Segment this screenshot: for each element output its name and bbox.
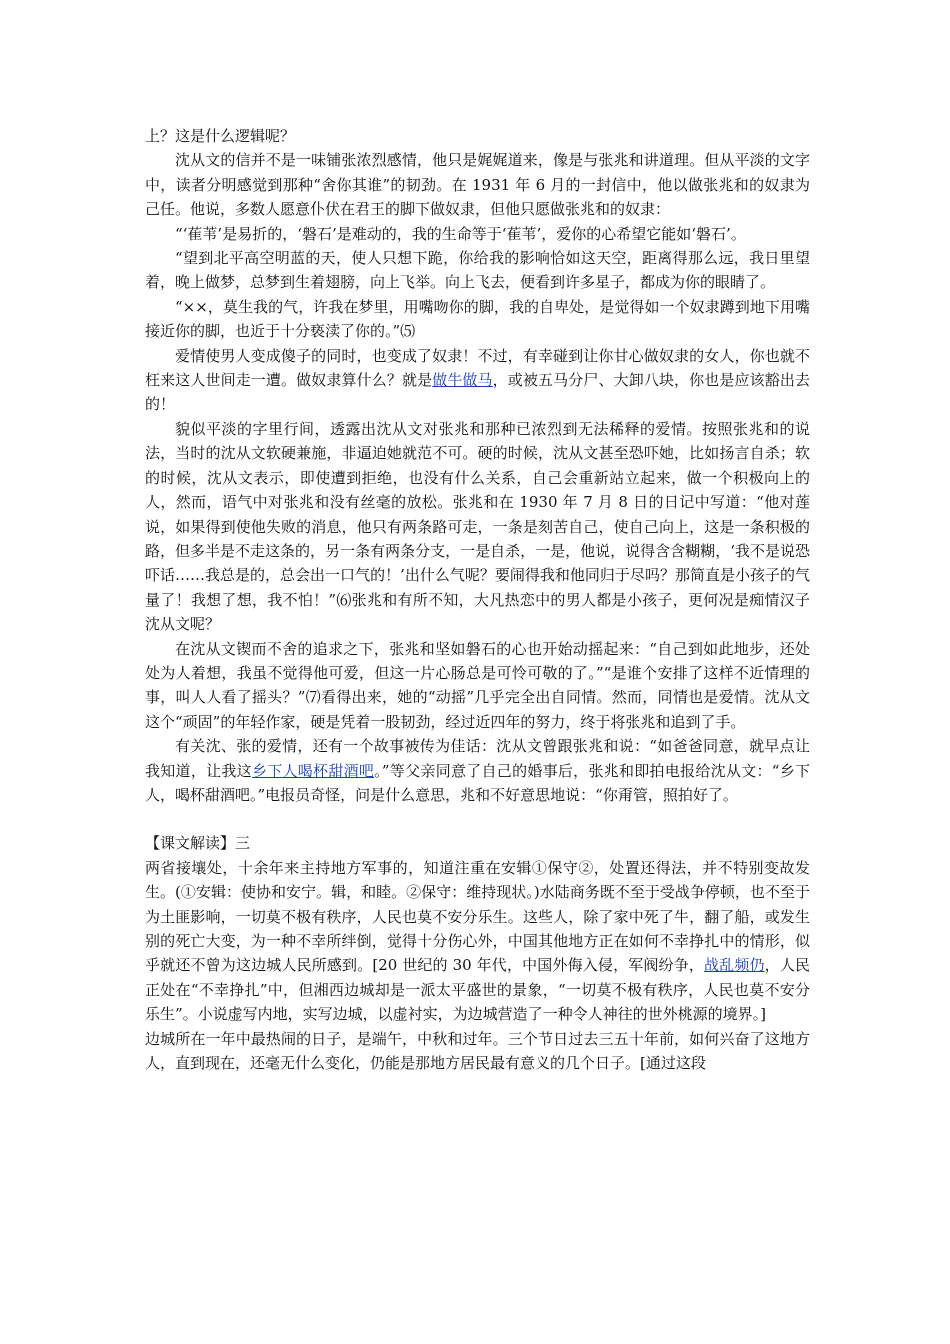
paragraph-text: 貌似平淡的字里行间，透露出沈从文对张兆和那种已浓烈到无法稀释的爱情。按照张兆和的说法，当时的沈从文软硬兼施，非逼迫她就范不可。硬的时候，沈从文甚至恐吓她，比如扬言自杀；软的时候，沈从文表示，即使遭到拒绝，也没有什么关系，自己会重新站立起来，做一个积极向上的人，然而，语气中对张兆和没有丝毫的放松。张兆和在 1930 年 7 月 8 日的日记中写道：“他对莲说，如果得到使他失败的消息，他只有两条路可走，一条是刻苦自己，使自己向上，这是一条积极的路，但多半是不走这条的，另一条有两条分支，一是自杀，一是，他说，说得含含糊糊，‘我不是说恐吓话……我总是的，总会出一口气的！’出什么气呢？要闹得我和他同归于尽吗？那简直是小孩子的气量了！我想了想，我不怕！”⑹张兆和有所不知，大凡热恋中的男人都是小孩子，更何况是痴情汉子沈从文呢？ — [145, 419, 810, 634]
section-gap — [145, 807, 810, 831]
paragraph — [145, 637, 810, 735]
section-body — [145, 856, 810, 1076]
paragraph-text: 两省接壤处，十余年来主持地方军事的，知道注重在安辑①保守②，处置还得法，并不特别变故发生。(①安辑：使协和安宁。辑，和睦。②保守：维持现状。)水陆商务既不至于受战争停顿，也不至于为土匪影响，一切莫不极有秩序，人民也莫不安分乐生。这些人，除了家中死了牛，翻了船，或发生别的死亡大变，为一种不幸所绊倒，觉得十分伤心外，中国其他地方正在如何不幸挣扎中的情形，似乎就还不曾为这边城人民所感到。[20 世纪的 30 年代，中国外侮入侵，军阀纷争， — [145, 858, 810, 975]
paragraph-text: 有关沈、张的爱情，还有一个故事被传为佳话：沈从文曾跟张兆和说：“如爸爸同意，就早点让我知道，让我这 — [145, 737, 810, 780]
paragraph-text: “××，莫生我的气，许我在梦里，用嘴吻你的脚，我的自卑处，是觉得如一个奴隶蹲到地下用嘴接近你的脚，也近于十分亵渎了你的。”⑸ — [145, 297, 810, 341]
paragraph — [145, 1027, 810, 1076]
document-page — [145, 124, 810, 1075]
link-xiang-xia-ren[interactable]: 乡下人喝杯甜酒吧 — [251, 761, 375, 780]
paragraph — [145, 344, 810, 417]
article-body — [145, 124, 810, 807]
link-zuo-niu-zuo-ma[interactable]: 做牛做马 — [432, 371, 493, 390]
paragraph-text: “望到北平高空明蓝的天，使人只想下跪，你给我的影响恰如这天空，距离得那么远，我日里望着，晚上做梦，总梦到生着翅膀，向上飞举。向上飞去，便看到许多星子，都成为你的眼睛了。 — [145, 249, 810, 292]
paragraph — [145, 417, 810, 637]
paragraph — [145, 148, 810, 221]
paragraph-text: 沈从文的信并不是一味铺张浓烈感情，他只是娓娓道来，像是与张兆和讲道理。但从平淡的文字中，读者分明感觉到那种“舍你其谁”的韧劲。在 1931 年 6 月的一封信中，他以做张兆和的奴隶为己任。他说，多数人愿意仆伏在君王的脚下做奴隶，但他只愿做张兆和的奴隶： — [145, 151, 810, 219]
paragraph-text: 上？这是什么逻辑呢？ — [145, 127, 296, 145]
paragraph-text: ，人民正处在“不幸挣扎”中，但湘西边城却是一派太平盛世的景象，“一切莫不极有秩序，人民也莫不安分乐生”。小说虚写内地，实写边城，以虚衬实，为边城营造了一种令人神往的世外桃源的境界。] — [145, 956, 810, 1024]
paragraph — [145, 856, 810, 1027]
section-heading: 【课文解读】三 — [145, 834, 251, 853]
paragraph-text: 。”等父亲同意了自己的婚事后，张兆和即拍电报给沈从文：“乡下人，喝杯甜酒吧。”电报员奇怪，问是什么意思，兆和不好意思地说：“你甭管，照拍好了。 — [145, 761, 810, 804]
paragraph — [145, 734, 810, 807]
paragraph-text: 在沈从文锲而不舍的追求之下，张兆和坚如磐石的心也开始动摇起来：“自己到如此地步，还处处为人着想，我虽不觉得他可爱，但这一片心肠总是可怜可敬的了。”“是谁个安排了这样不近情理的事，叫人人看了摇头？”⑺看得出来，她的“动摇”几乎完全出自同情。然而，同情也是爱情。沈从文这个“顽固”的年轻作家，硬是凭着一股韧劲，经过近四年的努力，终于将张兆和追到了手。 — [145, 639, 810, 731]
link-zhan-luan-pin-reng[interactable]: 战乱频仍 — [704, 956, 765, 975]
paragraph — [145, 295, 810, 344]
paragraph — [145, 124, 810, 148]
paragraph-text: “‘萑苇’是易折的，‘磐石’是难动的，我的生命等于‘萑苇’，爱你的心希望它能如‘磐石’。 — [175, 224, 746, 243]
paragraph-text: 边城所在一年中最热闹的日子，是端午，中秋和过年。三个节日过去三五十年前，如何兴奋了这地方人，直到现在，还毫无什么变化，仍能是那地方居民最有意义的几个日子。[通过这段 — [145, 1029, 810, 1073]
paragraph — [145, 222, 810, 246]
paragraph-text: ，或被五马分尸、大卸八块，你也是应该豁出去的！ — [145, 371, 810, 414]
paragraph — [145, 246, 810, 295]
paragraph-text: 爱情使男人变成傻子的同时，也变成了奴隶！不过，有幸碰到让你甘心做奴隶的女人，你也就不枉来这人世间走一遭。做奴隶算什么？就是 — [145, 346, 810, 390]
